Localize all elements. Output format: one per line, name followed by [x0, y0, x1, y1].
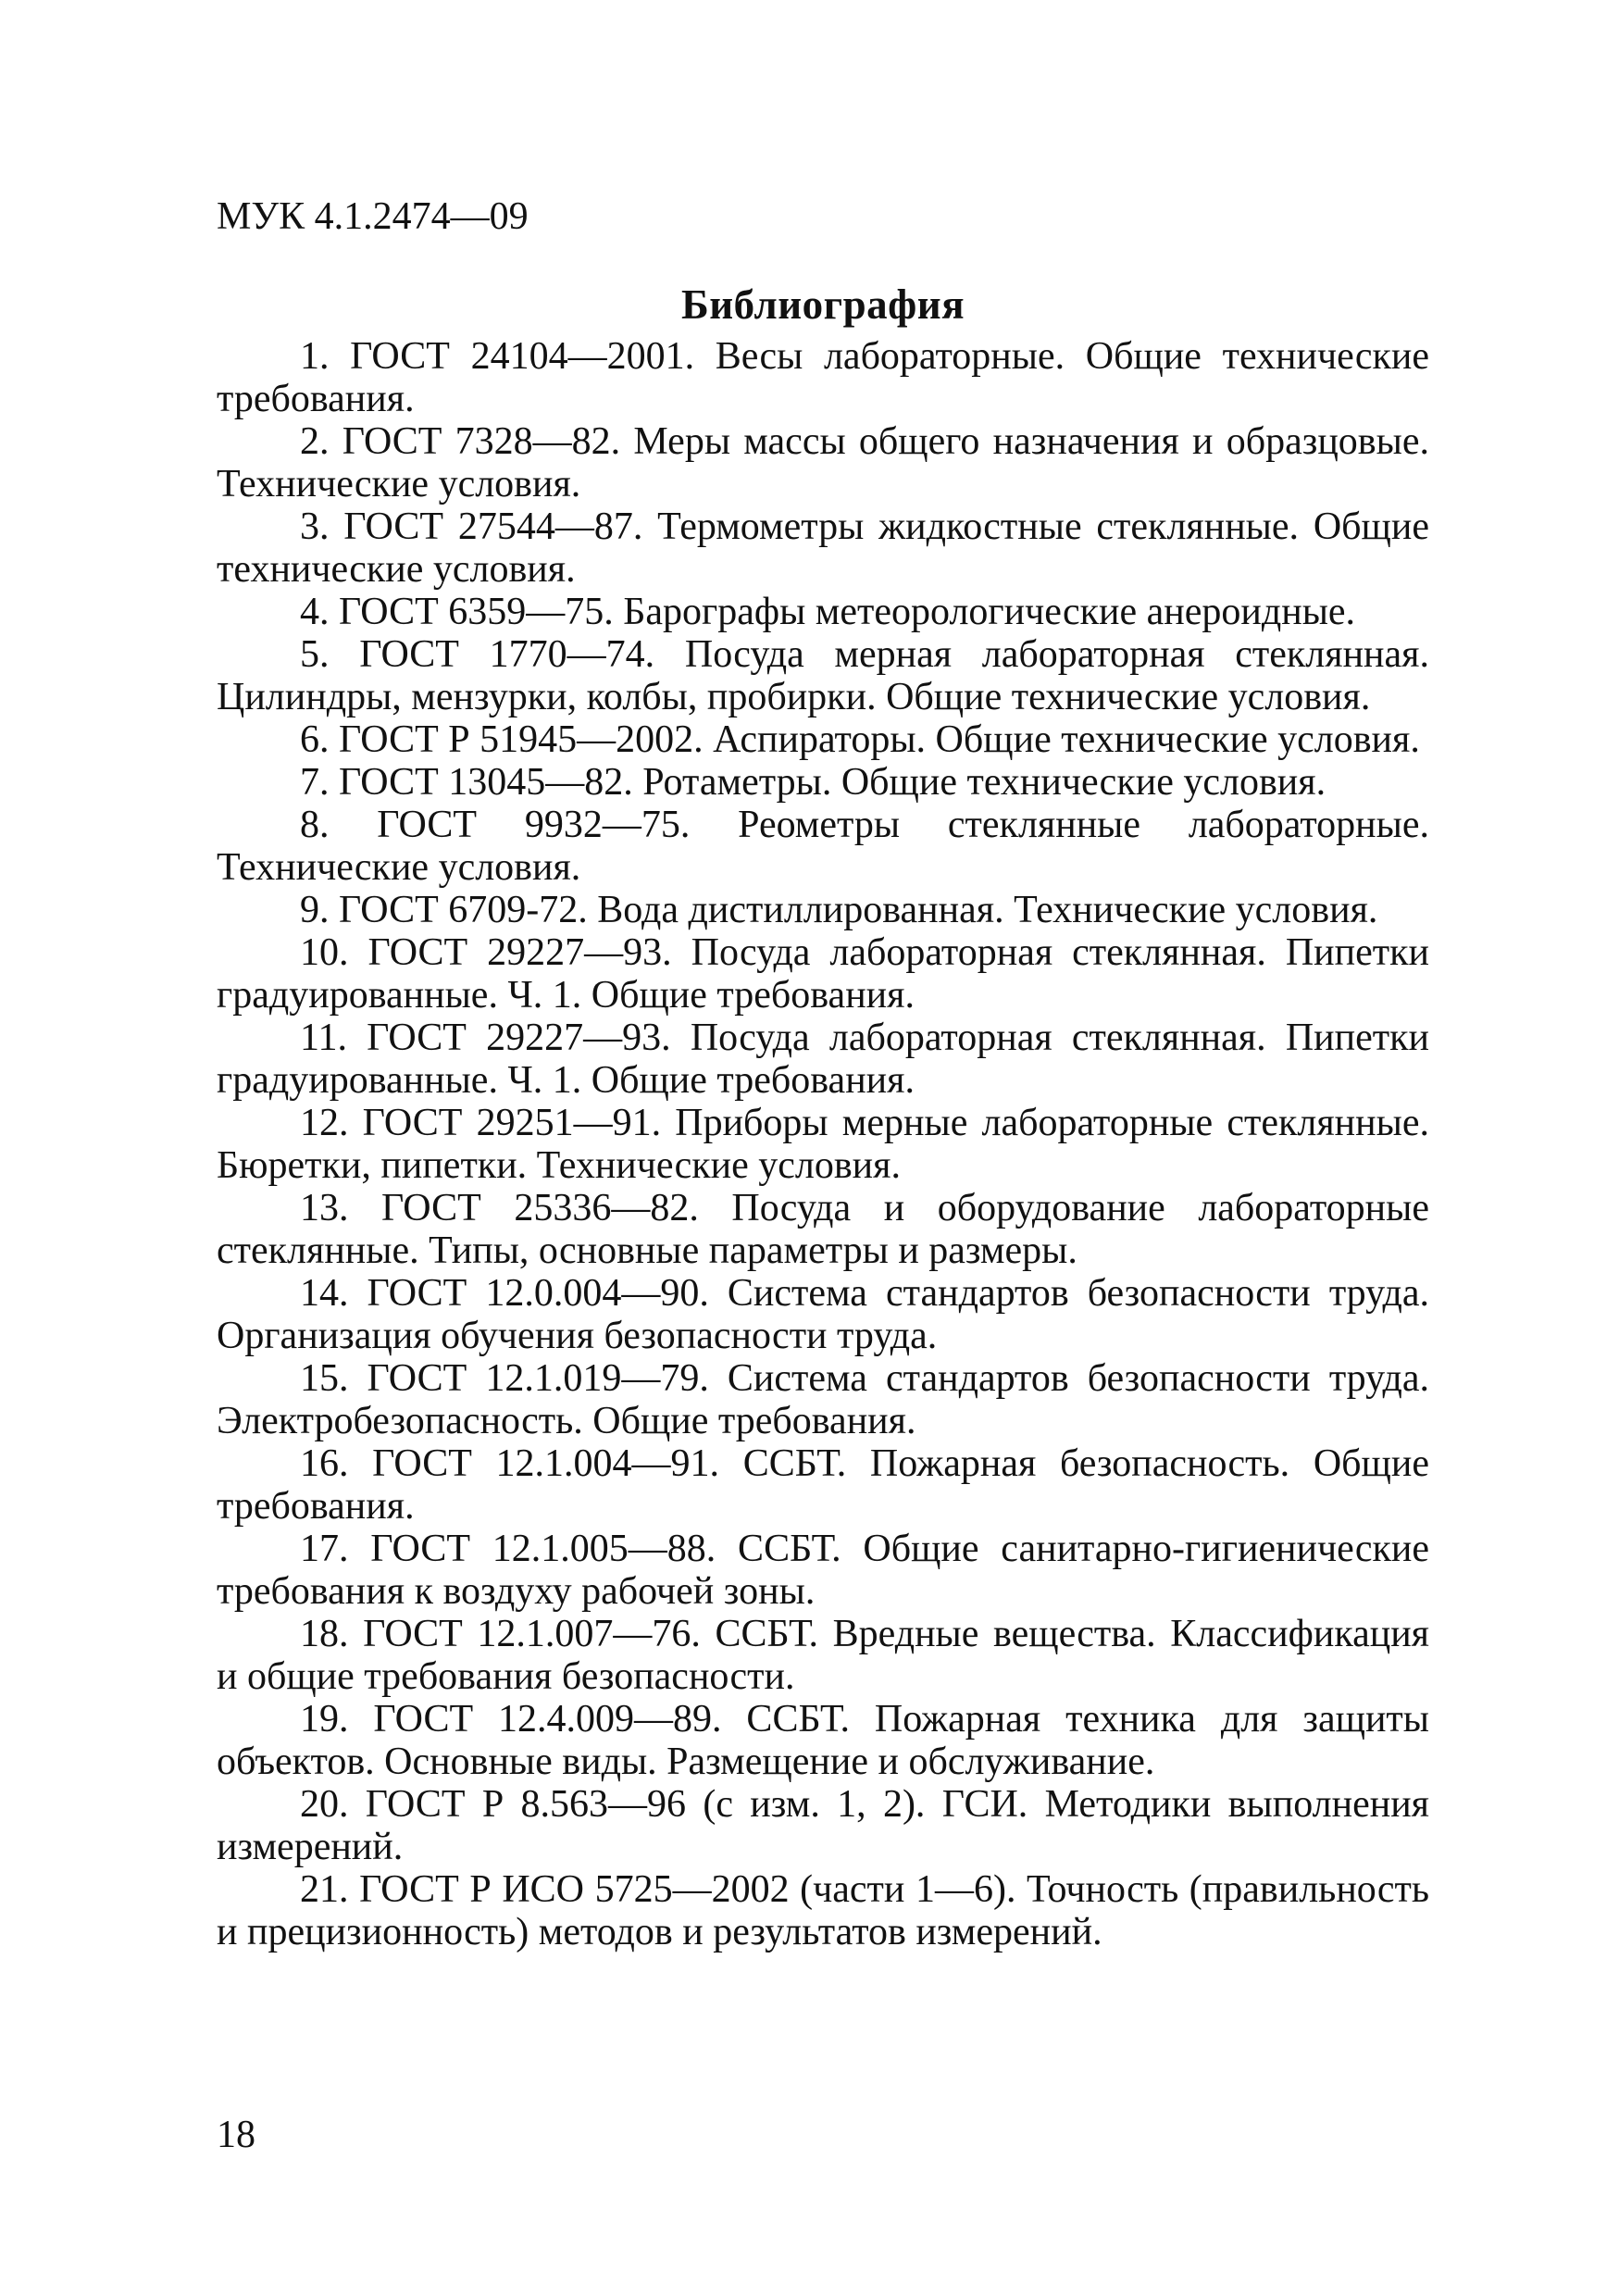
bibliography-item-11: 11. ГОСТ 29227—93. Посуда лабораторная стеклянная. Пипетки градуированные. Ч. 1. Общие требования. [217, 1017, 1429, 1102]
bibliography-item-7: 7. ГОСТ 13045—82. Ротаметры. Общие технические условия. [300, 761, 1326, 804]
bibliography-item-5: 5. ГОСТ 1770—74. Посуда мерная лабораторная стеклянная. Цилиндры, мензурки, колбы, пробирки. Общие технические условия. [217, 633, 1429, 718]
document-code-header: МУК 4.1.2474—09 [217, 195, 529, 238]
bibliography-item-2: 2. ГОСТ 7328—82. Меры массы общего назначения и образцовые. Технические условия. [217, 420, 1429, 505]
bibliography-item-21: 21. ГОСТ Р ИСО 5725—2002 (части 1—6). Точность (правильность и прецизионность) методов и результатов измерений. [217, 1868, 1429, 1953]
bibliography-item-1: 1. ГОСТ 24104—2001. Весы лабораторные. Общие технические требования. [217, 335, 1429, 420]
page-title: Библиография [680, 281, 965, 328]
bibliography-item-18: 18. ГОСТ 12.1.007—76. ССБТ. Вредные вещества. Классификация и общие требования безопасности. [217, 1613, 1429, 1698]
bibliography-item-16: 16. ГОСТ 12.1.004—91. ССБТ. Пожарная безопасность. Общие требования. [217, 1442, 1429, 1528]
bibliography-item-12: 12. ГОСТ 29251—91. Приборы мерные лабораторные стеклянные. Бюретки, пипетки. Технические условия. [217, 1102, 1429, 1187]
bibliography-item-17: 17. ГОСТ 12.1.005—88. ССБТ. Общие санитарно-гигиенические требования к воздуху рабочей зоны. [217, 1528, 1429, 1613]
bibliography-item-4: 4. ГОСТ 6359—75. Барографы метеорологические анероидные. [300, 591, 1356, 633]
bibliography-item-10: 10. ГОСТ 29227—93. Посуда лабораторная стеклянная. Пипетки градуированные. Ч. 1. Общие требования. [217, 931, 1429, 1017]
bibliography-item-15: 15. ГОСТ 12.1.019—79. Система стандартов безопасности труда. Электробезопасность. Общие требования. [217, 1357, 1429, 1442]
bibliography-item-3: 3. ГОСТ 27544—87. Термометры жидкостные стеклянные. Общие технические условия. [217, 505, 1429, 591]
bibliography-item-14: 14. ГОСТ 12.0.004—90. Система стандартов безопасности труда. Организация обучения безопасности труда. [217, 1272, 1429, 1357]
bibliography-item-13: 13. ГОСТ 25336—82. Посуда и оборудование лабораторные стеклянные. Типы, основные параметры и размеры. [217, 1187, 1429, 1272]
bibliography-item-6: 6. ГОСТ Р 51945—2002. Аспираторы. Общие технические условия. [300, 718, 1420, 761]
bibliography-item-8: 8. ГОСТ 9932—75. Реометры стеклянные лабораторные. Технические условия. [217, 804, 1429, 889]
bibliography-item-20: 20. ГОСТ Р 8.563—96 (с изм. 1, 2). ГСИ. Методики выполнения измерений. [217, 1783, 1429, 1868]
bibliography-list [217, 335, 1429, 1953]
page-number: 18 [217, 2114, 255, 2156]
bibliography-item-9: 9. ГОСТ 6709-72. Вода дистиллированная. Технические условия. [300, 889, 1378, 931]
bibliography-item-19: 19. ГОСТ 12.4.009—89. ССБТ. Пожарная техника для защиты объектов. Основные виды. Размещение и обслуживание. [217, 1698, 1429, 1783]
